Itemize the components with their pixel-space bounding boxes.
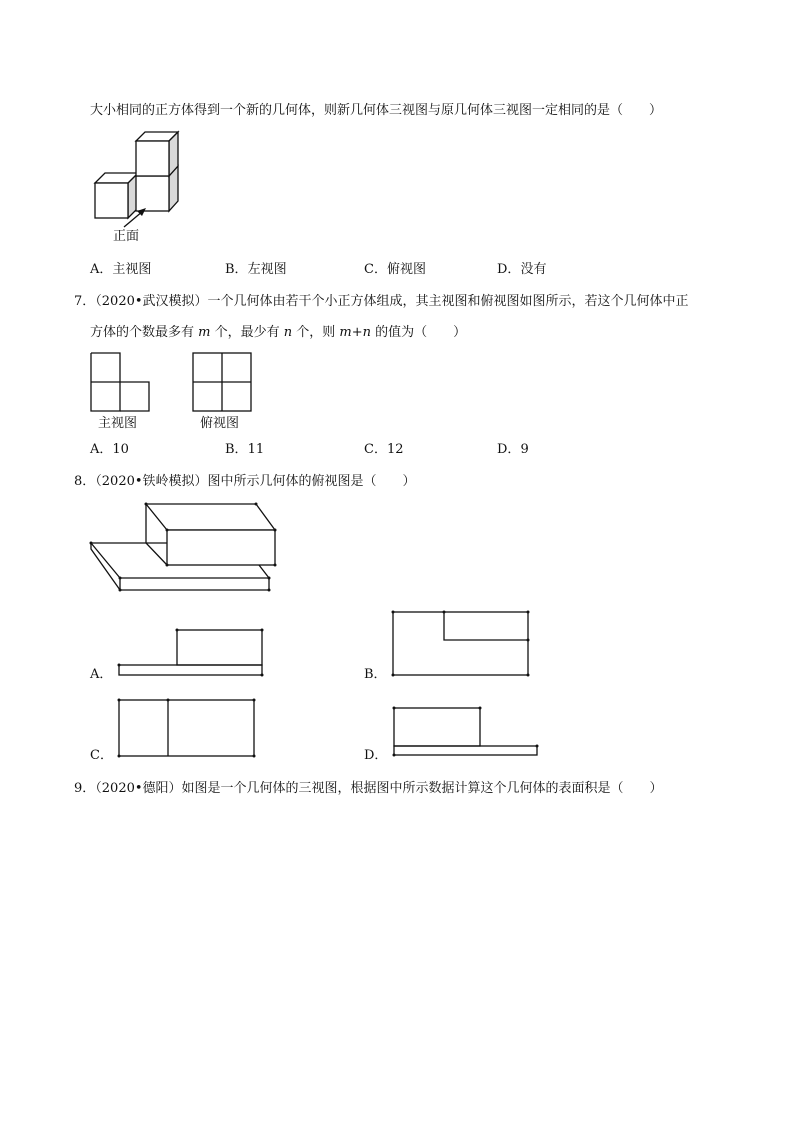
q6-option-d: D．没有 — [497, 262, 547, 277]
q7-stem-line1: 7．（2020•武汉模拟）一个几何体由若干个小正方体组成，其主视图和俯视图如图所示，若这个几何体中正 — [74, 294, 689, 309]
q8-option-a: A． — [90, 667, 113, 682]
q6-option-c: C．俯视图 — [364, 262, 426, 277]
q9-stem: 9．（2020•德阳）如图是一个几何体的三视图，根据图中所示数据计算这个几何体的表面积是（ ） — [74, 781, 663, 796]
question-number: 9． — [74, 781, 96, 796]
q6-option-b: B．左视图 — [225, 262, 287, 277]
question-source: （2020•铁岭模拟） — [95, 474, 208, 489]
q7-stem-line2: 方体的个数最多有 m 个，最少有 n 个，则 m+n 的值为（ ） — [90, 325, 467, 340]
q8-option-c: C． — [90, 748, 113, 763]
q7-option-b: B．11 — [225, 442, 265, 457]
q7-option-d: D．9 — [497, 442, 529, 457]
q8-option-d: D． — [364, 748, 388, 763]
q8-stem: 8．（2020•铁岭模拟）图中所示几何体的俯视图是（ ） — [74, 474, 416, 489]
q7-top-label: 俯视图 — [200, 416, 240, 431]
question-source: （2020•德阳） — [95, 781, 182, 796]
q7-option-c: C．12 — [364, 442, 404, 457]
q6-option-a: A．主视图 — [90, 262, 152, 277]
question-number: 7． — [74, 294, 96, 309]
q7-option-a: A．10 — [90, 442, 129, 457]
question-number: 8． — [74, 474, 96, 489]
q7-front-label: 主视图 — [98, 416, 138, 431]
q6-front-label: 正面 — [113, 229, 140, 244]
q6-stem-line: 大小相同的正方体得到一个新的几何体，则新几何体三视图与原几何体三视图一定相同的是（ ） — [90, 103, 663, 118]
q8-option-b: B． — [364, 667, 387, 682]
question-source: （2020•武汉模拟） — [95, 294, 208, 309]
